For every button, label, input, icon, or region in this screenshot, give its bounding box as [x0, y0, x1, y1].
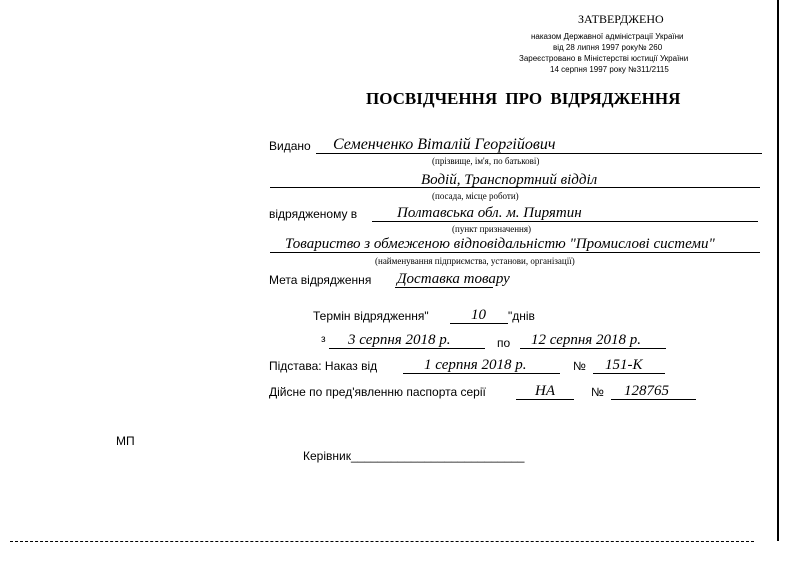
basis-date-value: 1 серпня 2018 р. — [424, 357, 527, 373]
basis-label: Підстава: Наказ від — [269, 359, 378, 373]
term-label: Термін відрядження" — [313, 309, 429, 323]
destination-label: відрядженому в — [269, 207, 358, 221]
head-signature-label: Керівник__________________________ — [303, 449, 525, 463]
document-title: ПОСВІДЧЕННЯ ПРО ВІДРЯДЖЕННЯ — [366, 89, 681, 108]
purpose-label: Мета відрядження — [269, 273, 372, 287]
position-value: Водій, Транспортний відділ — [421, 172, 598, 188]
period-from-value: 3 серпня 2018 р. — [348, 332, 451, 348]
destination-caption: (пункт призначення) — [452, 224, 531, 234]
period-to-value: 12 серпня 2018 р. — [531, 332, 642, 348]
term-suffix: "днів — [508, 309, 535, 323]
approval-line-3: Зареєстровано в Міністерстві юстиції України — [519, 54, 689, 63]
approval-line-4: 14 серпня 1997 року №311/2115 — [550, 65, 669, 74]
destination-value: Полтавська обл. м. Пирятин — [397, 205, 582, 221]
basis-number-label: № — [573, 359, 586, 373]
period-from-label: з — [321, 334, 326, 345]
stamp-label: МП — [116, 434, 135, 448]
company-caption: (найменування підприємства, установи, організації) — [375, 256, 575, 266]
period-to-label: по — [497, 336, 511, 350]
approval-line-2: від 28 липня 1997 року№ 260 — [553, 43, 663, 52]
position-caption: (посада, місце роботи) — [432, 191, 519, 201]
cut-line — [10, 541, 754, 542]
basis-number-value: 151-К — [605, 357, 643, 373]
issued-caption: (прізвище, ім'я, по батькові) — [432, 156, 540, 166]
passport-label: Дійсне по пред'явленню паспорта серії — [269, 385, 486, 399]
passport-number-label: № — [591, 385, 604, 399]
page-right-border — [777, 0, 779, 541]
approval-title: ЗАТВЕРДЖЕНО — [578, 12, 664, 26]
passport-series-value: НА — [535, 383, 555, 399]
company-value: Товариство з обмеженою відповідальністю "Промислові системи" — [285, 236, 715, 252]
approval-line-1: наказом Державної адміністрації України — [531, 32, 684, 41]
term-value: 10 — [471, 307, 486, 323]
issued-name-value: Семенченко Віталій Георгійович — [333, 136, 556, 153]
purpose-value: Доставка товару — [397, 271, 510, 287]
issued-label: Видано — [269, 139, 311, 153]
passport-number-value: 128765 — [624, 383, 669, 399]
